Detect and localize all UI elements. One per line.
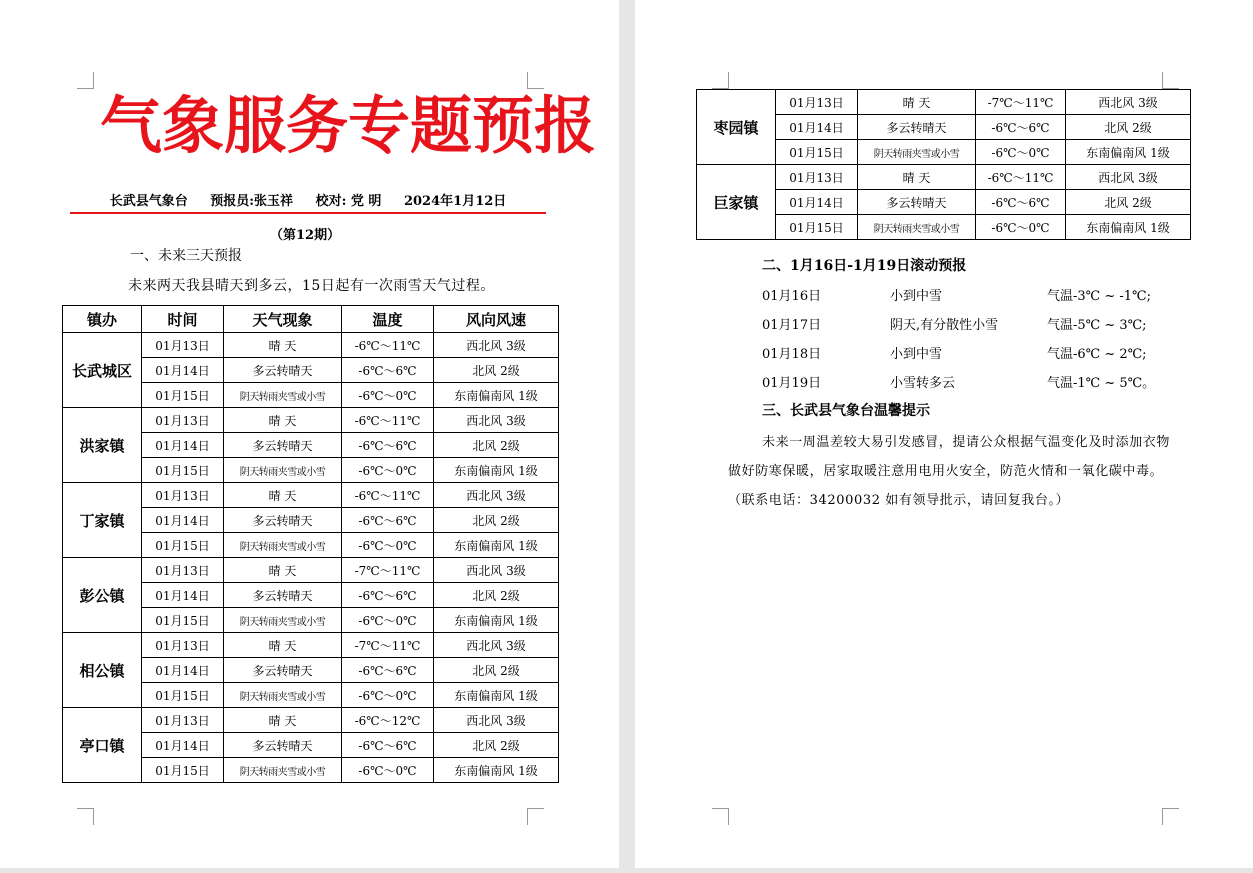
section3-text: 未来一周温差较大易引发感冒，提请公众根据气温变化及时添加衣物做好防寒保暖，居家取暖注意用电用火安全，防范火情和一氧化碳中毒。（联系电话：34200032 如有领导批示，请回复我台。） [728,435,1171,508]
cell-wind: 东南偏南风 1级 [434,533,559,558]
document-title: 气象服务专题预报 [100,89,597,162]
checker: 校对: 党 明 [315,194,382,209]
town-name: 相公镇 [63,633,142,708]
cell-date: 01月13日 [142,483,224,508]
cell-date: 01月15日 [142,458,224,483]
cell-temp: -6℃～6℃ [976,190,1066,215]
town-name: 长武城区 [63,333,142,408]
cell-date: 01月15日 [776,140,858,165]
cell-date: 01月15日 [142,758,224,783]
crop-mark [1162,72,1179,89]
cell-temp: -6℃～6℃ [342,658,434,683]
cell-date: 01月15日 [142,608,224,633]
table-row [63,708,559,733]
cell-date: 01月14日 [142,583,224,608]
cell-date: 01月14日 [142,433,224,458]
cell-date: 01月14日 [142,733,224,758]
cell-temp: -6℃～11℃ [342,483,434,508]
cell-temp: -7℃～11℃ [342,633,434,658]
town-name: 丁家镇 [63,483,142,558]
crop-mark [712,808,729,825]
table-row [697,90,1191,115]
crop-mark [527,808,544,825]
cell-temp: -6℃～6℃ [342,583,434,608]
cell-temp: -6℃～11℃ [342,408,434,433]
cell-temp: -6℃～0℃ [342,383,434,408]
cell-date: 01月14日 [776,115,858,140]
cell-date: 01月15日 [142,533,224,558]
section1-summary: 未来两天我县晴天到多云，15日起有一次雨雪天气过程。 [128,278,495,294]
cell-temp: -6℃～11℃ [976,165,1066,190]
rolling-weather: 小到中雪 [890,347,943,362]
crop-mark [527,72,544,89]
town-name: 彭公镇 [63,558,142,633]
cell-wind: 东南偏南风 1级 [434,758,559,783]
cell-date: 01月15日 [142,383,224,408]
red-divider [70,212,546,214]
cell-wind: 西北风 3级 [434,333,559,358]
town-name: 洪家镇 [63,408,142,483]
cell-temp: -6℃～6℃ [342,358,434,383]
cell-temp: -6℃～12℃ [342,708,434,733]
cell-date: 01月15日 [776,215,858,240]
forecast-table [62,305,559,783]
cell-wind: 东南偏南风 1级 [434,683,559,708]
cell-wind: 北风 2级 [1066,115,1191,140]
cell-wind: 东南偏南风 1级 [434,608,559,633]
cell-date: 01月13日 [142,558,224,583]
rolling-temp: 气温-6℃ ~ 2℃; [1047,347,1147,362]
cell-weather: 晴 天 [224,333,342,358]
cell-wind: 北风 2级 [434,508,559,533]
cell-temp: -6℃～0℃ [976,215,1066,240]
cell-date: 01月13日 [776,165,858,190]
cell-weather: 阴天转雨夹雪或小雪 [224,458,342,483]
issue-date: 2024年1月12日 [403,194,507,209]
rolling-date: 01月18日 [762,347,822,362]
cell-date: 01月13日 [142,408,224,433]
cell-wind: 西北风 3级 [434,408,559,433]
cell-temp: -6℃～6℃ [342,733,434,758]
cell-weather: 晴 天 [858,165,976,190]
cell-weather: 阴天转雨夹雪或小雪 [224,683,342,708]
cell-weather: 晴 天 [224,483,342,508]
forecast-table-continued [696,89,1191,240]
crop-mark [77,808,94,825]
rolling-weather: 小到中雪 [890,289,943,304]
rolling-date: 01月16日 [762,289,822,304]
cell-weather: 多云转晴天 [858,190,976,215]
cell-wind: 东南偏南风 1级 [434,458,559,483]
cell-weather: 多云转晴天 [224,358,342,383]
cell-temp: -6℃～0℃ [342,683,434,708]
cell-date: 01月13日 [776,90,858,115]
cell-weather: 晴 天 [224,408,342,433]
cell-weather: 晴 天 [858,90,976,115]
cell-temp: -6℃～6℃ [342,508,434,533]
cell-weather: 阴天转雨夹雪或小雪 [224,608,342,633]
cell-wind: 东南偏南风 1级 [1066,215,1191,240]
crop-mark [1162,808,1179,825]
cell-date: 01月13日 [142,708,224,733]
cell-temp: -6℃～11℃ [342,333,434,358]
cell-date: 01月15日 [142,683,224,708]
cell-wind: 西北风 3级 [1066,90,1191,115]
rolling-temp: 气温-3℃ ~ -1℃; [1047,289,1151,304]
cell-temp: -6℃～0℃ [342,533,434,558]
cell-date: 01月13日 [142,633,224,658]
cell-temp: -7℃～11℃ [342,558,434,583]
cell-wind: 西北风 3级 [434,708,559,733]
cell-wind: 北风 2级 [434,733,559,758]
cell-date: 01月14日 [142,508,224,533]
cell-weather: 晴 天 [224,633,342,658]
rolling-date: 01月17日 [762,318,822,333]
cell-weather: 多云转晴天 [224,733,342,758]
byline [70,193,546,211]
rolling-temp: 气温-1℃ ~ 5℃。 [1047,376,1156,391]
rolling-row [762,285,1151,304]
cell-wind: 北风 2级 [434,358,559,383]
cell-temp: -7℃～11℃ [976,90,1066,115]
forecast-table-body [63,333,559,783]
cell-temp: -6℃～0℃ [342,458,434,483]
cell-wind: 西北风 3级 [434,483,559,508]
document-page-1 [0,0,619,868]
issuing-org: 长武县气象台 [109,194,188,209]
cell-wind: 北风 2级 [1066,190,1191,215]
table-row [63,483,559,508]
cell-temp: -6℃～6℃ [976,115,1066,140]
table-row [63,558,559,583]
cell-date: 01月14日 [776,190,858,215]
cell-weather: 多云转晴天 [224,433,342,458]
cell-weather: 多云转晴天 [858,115,976,140]
cell-wind: 西北风 3级 [1066,165,1191,190]
cell-weather: 晴 天 [224,708,342,733]
table-header-row [63,306,559,333]
cell-temp: -6℃～0℃ [342,608,434,633]
cell-wind: 北风 2级 [434,433,559,458]
cell-weather: 晴 天 [224,558,342,583]
cell-wind: 西北风 3级 [434,558,559,583]
table-row [63,408,559,433]
town-name: 枣园镇 [697,90,776,165]
header-date: 时间 [142,306,224,333]
rolling-temp: 气温-5℃ ~ 3℃; [1047,318,1147,333]
rolling-date: 01月19日 [762,376,822,391]
cell-weather: 阴天转雨夹雪或小雪 [224,533,342,558]
cell-date: 01月14日 [142,358,224,383]
crop-mark [712,72,729,89]
cell-wind: 北风 2级 [434,658,559,683]
section2-heading: 二、1月16日-1月19日滚动预报 [762,258,967,274]
cell-weather: 阴天转雨夹雪或小雪 [224,758,342,783]
header-temp: 温度 [342,306,434,333]
forecaster: 预报员:张玉祥 [210,194,294,209]
cell-weather: 阴天转雨夹雪或小雪 [858,140,976,165]
section3-heading: 三、长武县气象台温馨提示 [762,403,930,419]
cell-wind: 东南偏南风 1级 [434,383,559,408]
rolling-weather: 阴天,有分散性小雪 [890,318,999,333]
rolling-row [762,343,1147,362]
header-town: 镇办 [63,306,142,333]
cell-wind: 北风 2级 [434,583,559,608]
cell-date: 01月14日 [142,658,224,683]
header-wind: 风向风速 [434,306,559,333]
cell-wind: 东南偏南风 1级 [1066,140,1191,165]
cell-temp: -6℃～0℃ [342,758,434,783]
crop-mark [77,72,94,89]
town-name: 巨家镇 [697,165,776,240]
cell-weather: 多云转晴天 [224,583,342,608]
table-row [63,633,559,658]
cell-date: 01月13日 [142,333,224,358]
cell-weather: 多云转晴天 [224,508,342,533]
rolling-row [762,314,1147,333]
table-row [697,165,1191,190]
issue-number: （第12期） [270,228,341,243]
cell-temp: -6℃～0℃ [976,140,1066,165]
rolling-row [762,372,1155,391]
cell-wind: 西北风 3级 [434,633,559,658]
cell-temp: -6℃～6℃ [342,433,434,458]
forecast-table-continued-body [697,90,1191,240]
header-weather: 天气现象 [224,306,342,333]
section1-heading: 一、未来三天预报 [130,248,242,264]
town-name: 亭口镇 [63,708,142,783]
cell-weather: 阴天转雨夹雪或小雪 [224,383,342,408]
table-row [63,333,559,358]
cell-weather: 阴天转雨夹雪或小雪 [858,215,976,240]
cell-weather: 多云转晴天 [224,658,342,683]
rolling-weather: 小雪转多云 [890,376,956,391]
